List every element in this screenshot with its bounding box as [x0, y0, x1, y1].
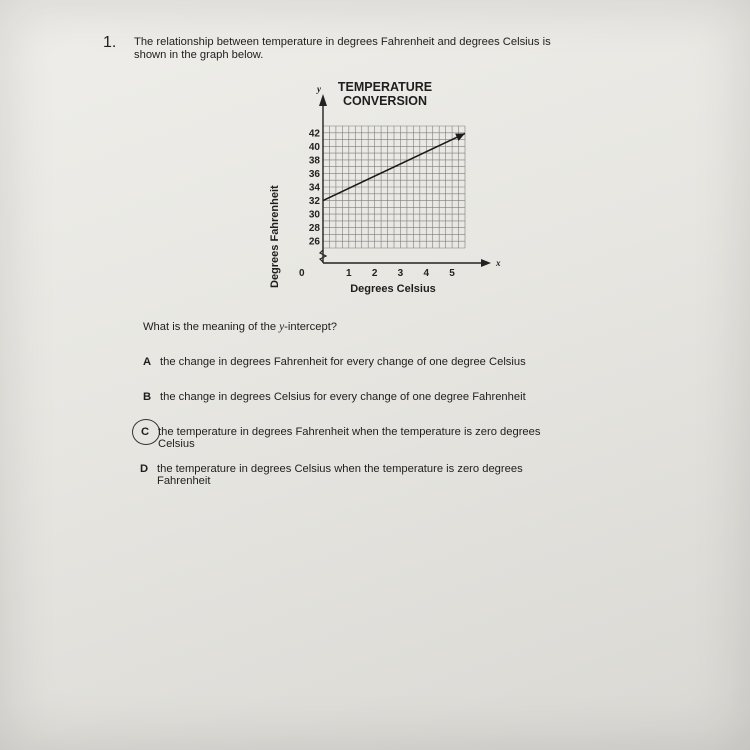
x-tick-label: 2 — [371, 268, 378, 279]
prompt-text-before: What is the meaning of the — [143, 321, 280, 333]
chart-title-line-2: CONVERSION — [342, 94, 428, 108]
choice-letter: C — [141, 426, 150, 438]
x-tick-label: 3 — [397, 268, 404, 279]
choice-letter: D — [140, 463, 149, 475]
y-tick-label: 42 — [308, 128, 320, 140]
y-tick-label: 38 — [308, 155, 320, 167]
y-tick-label: 34 — [308, 182, 320, 194]
y-tick-label: 26 — [308, 236, 320, 248]
question-prompt — [143, 321, 337, 333]
y-tick-label: 40 — [308, 141, 320, 153]
y-axis-label: Degrees Fahrenheit — [269, 185, 281, 288]
x-tick-label-origin: 0 — [299, 268, 305, 279]
prompt-text-after: -intercept? — [284, 321, 338, 333]
y-axis-arrow — [319, 94, 327, 106]
choice-letter: B — [143, 391, 152, 403]
x-axis-label: Degrees Celsius — [350, 283, 436, 295]
prompt-variable: y — [279, 321, 285, 333]
choice-text: the change in degrees Celsius for every change of one degree Fahrenheit — [160, 391, 526, 403]
question-stem-line-2: shown in the graph below. — [134, 49, 264, 61]
chart-plot — [260, 70, 500, 300]
choice-text: the temperature in degrees Celsius when the temperature is zero degrees Fahrenheit — [157, 463, 523, 487]
y-tick-label: 30 — [308, 209, 320, 221]
y-tick-label: 32 — [308, 196, 320, 208]
choice-text: the change in degrees Fahrenheit for every change of one degree Celsius — [160, 356, 526, 368]
question-number: 1. — [103, 34, 117, 51]
x-tick-label: 1 — [346, 268, 352, 279]
temperature-conversion-chart — [260, 70, 500, 300]
y-axis-variable: y — [317, 84, 321, 94]
choice-letter: A — [143, 356, 152, 368]
x-tick-label: 5 — [449, 268, 455, 279]
y-tick-label: 28 — [308, 223, 320, 235]
y-tick-label: 36 — [308, 168, 320, 180]
chart-title-line-1: TEMPERATURE — [337, 80, 433, 94]
x-axis-variable: x — [496, 258, 501, 268]
choice-text: the temperature in degrees Fahrenheit when the temperature is zero degrees Celsius — [158, 426, 541, 450]
x-axis-arrow — [481, 259, 491, 267]
question-stem — [134, 36, 634, 62]
x-tick-label: 4 — [423, 268, 430, 279]
question-stem-line-1: The relationship between temperature in degrees Fahrenheit and degrees Celsius is — [134, 36, 551, 48]
